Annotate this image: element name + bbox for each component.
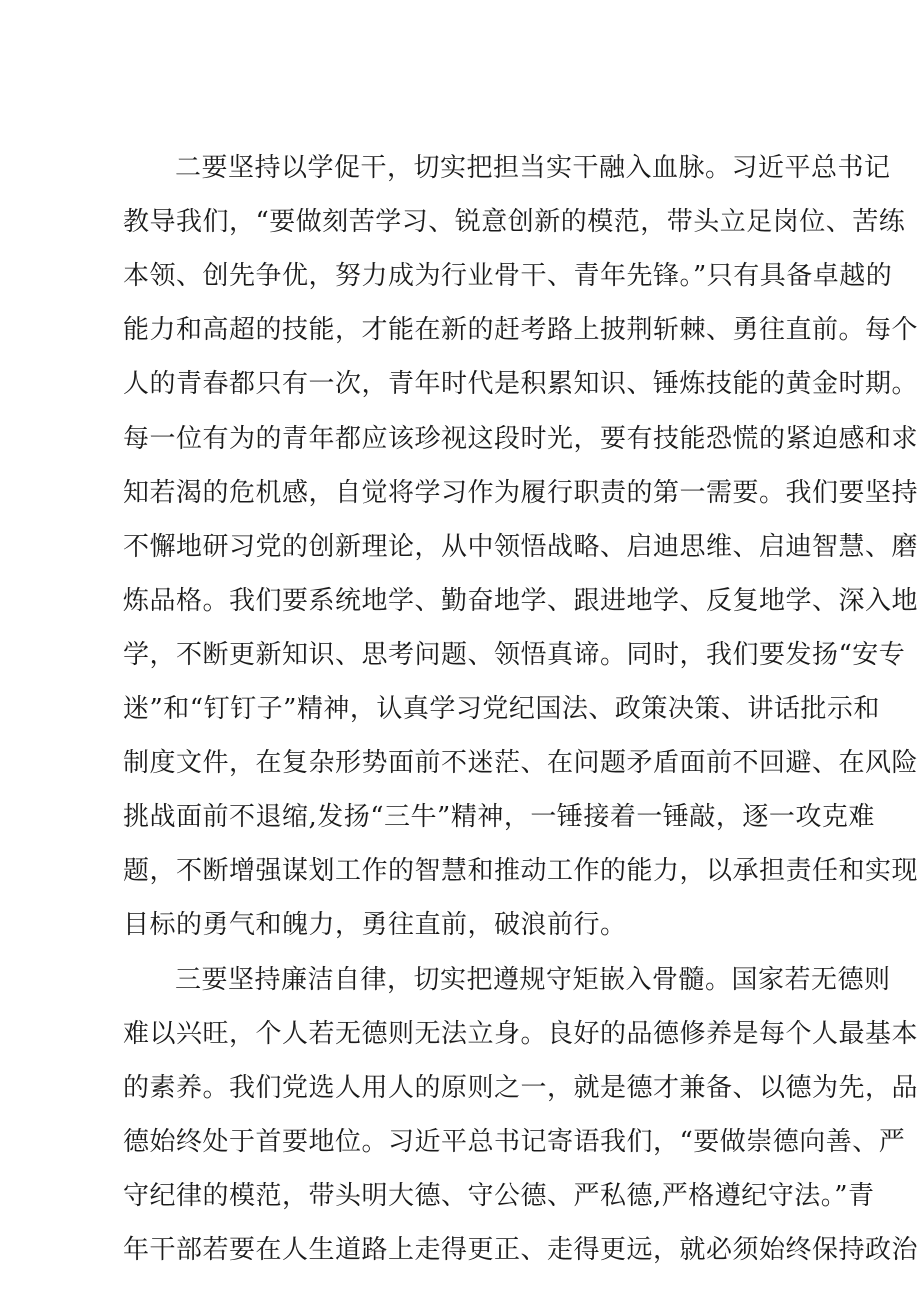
paragraph-1-line-3: 本领、创先争优，努力成为行业骨干、青年先锋。”只有具备卓越的 bbox=[123, 261, 893, 291]
paragraph-2-line-2: 难以兴旺，个人若无德则无法立身。良好的品德修养是每个人最基本 bbox=[123, 1019, 919, 1049]
paragraph-2-line-5: 守纪律的模范，带头明大德、守公德、严私德,严格遵纪守法。”青 bbox=[123, 1181, 875, 1211]
paragraph-1-line-1: 二要坚持以学促干，切实把担当实干融入血脉。习近平总书记 bbox=[175, 153, 891, 183]
paragraph-1-line-7: 知若渴的危机感，自觉将学习作为履行职责的第一需要。我们要坚持 bbox=[123, 478, 919, 508]
paragraph-1-line-11: 迷”和“钉钉子”精神，认真学习党纪国法、政策决策、讲话批示和 bbox=[123, 694, 880, 724]
paragraph-1-line-8: 不懈地研习党的创新理论，从中领悟战略、启迪思维、启迪智慧、磨 bbox=[123, 532, 919, 562]
paragraph-1-line-10: 学，不断更新知识、思考问题、领悟真谛。同时，我们要发扬“安专 bbox=[123, 640, 906, 670]
paragraph-2-line-1: 三要坚持廉洁自律，切实把遵规守矩嵌入骨髓。国家若无德则 bbox=[175, 965, 891, 995]
paragraph-1-line-15: 目标的勇气和魄力，勇往直前，破浪前行。 bbox=[123, 910, 627, 940]
paragraph-1-line-2: 教导我们，“要做刻苦学习、锐意创新的模范，带头立足岗位、苦练 bbox=[123, 207, 906, 237]
paragraph-1-line-12: 制度文件，在复杂形势面前不迷茫、在问题矛盾面前不回避、在风险 bbox=[123, 748, 919, 778]
paragraph-1-line-13: 挑战面前不退缩,发扬“三牛”精神，一锤接着一锤敲，逐一攻克难 bbox=[123, 802, 875, 832]
paragraph-1-line-9: 炼品格。我们要系统地学、勤奋地学、跟进地学、反复地学、深入地 bbox=[123, 586, 919, 616]
paragraph-1-line-4: 能力和高超的技能，才能在新的赶考路上披荆斩棘、勇往直前。每个 bbox=[123, 315, 919, 345]
paragraph-2-line-3: 的素养。我们党选人用人的原则之一，就是德才兼备、以德为先，品 bbox=[123, 1073, 919, 1103]
paragraph-2-line-6: 年干部若要在人生道路上走得更正、走得更远，就必须始终保持政治 bbox=[123, 1235, 919, 1265]
paragraph-1-line-5: 人的青春都只有一次，青年时代是积累知识、锤炼技能的黄金时期。 bbox=[123, 369, 919, 399]
paragraph-2-line-4: 德始终处于首要地位。习近平总书记寄语我们，“要做崇德向善、严 bbox=[123, 1127, 906, 1157]
paragraph-1-line-6: 每一位有为的青年都应该珍视这段时光，要有技能恐慌的紧迫感和求 bbox=[123, 424, 919, 454]
paragraph-1-line-14: 题，不断增强谋划工作的智慧和推动工作的能力，以承担责任和实现 bbox=[123, 856, 919, 886]
